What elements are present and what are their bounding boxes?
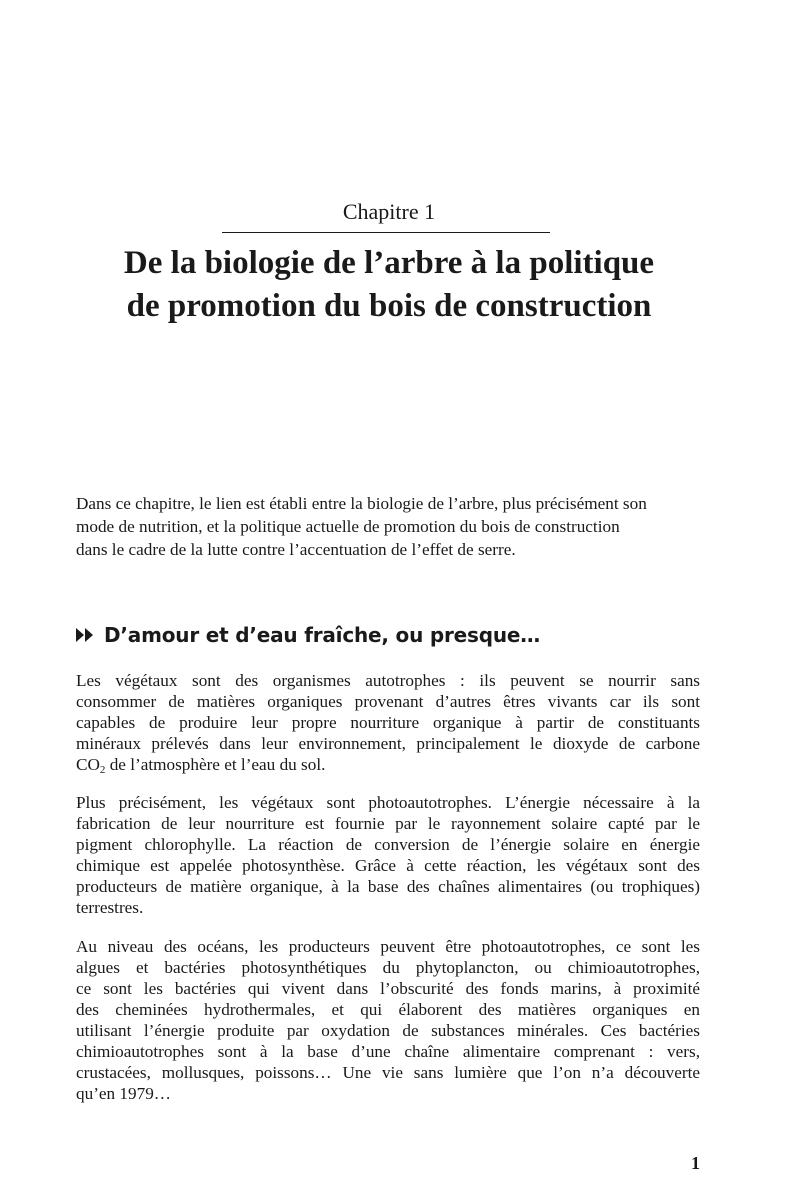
paragraph-line: minéraux prélevés dans leur environnement, principalement le dioxyde de carbone	[76, 734, 700, 753]
paragraph-line: capables de produire leur propre nourriture organique à partir de constituants	[76, 713, 700, 732]
double-triangle-right-icon	[76, 627, 94, 643]
paragraph-line: utilisant l’énergie produite par oxydation de substances minérales. Ces bactéries	[76, 1021, 700, 1040]
paragraph-line: chimique est appelée photosynthèse. Grâce à cette réaction, les végétaux sont des	[76, 856, 700, 875]
paragraph-line: consommer de matières organiques provenant d’autres êtres vivants car ils sont	[76, 692, 700, 711]
formula-rest: de l’atmosphère et l’eau du sol.	[105, 755, 326, 774]
body-paragraph	[76, 792, 700, 918]
paragraph-line: Au niveau des océans, les producteurs peuvent être photoautotrophes, ce sont les	[76, 937, 700, 956]
chapter-intro	[76, 492, 700, 561]
formula-subscript: 2	[99, 764, 106, 776]
chapter-title-line: De la biologie de l’arbre à la politique	[123, 245, 655, 281]
intro-line: Dans ce chapitre, le lien est établi entre la biologie de l’arbre, plus précisément son	[76, 494, 647, 513]
section-heading	[76, 617, 700, 653]
paragraph-line: producteurs de matière organique, à la base des chaînes alimentaires (ou trophiques)	[76, 877, 700, 896]
paragraph-line: pigment chlorophylle. La réaction de conversion de l’énergie solaire en énergie	[76, 835, 700, 854]
chapter-title	[40, 242, 738, 328]
formula-base: CO	[76, 755, 100, 774]
chapter-title-line: de promotion du bois de construction	[126, 288, 652, 324]
paragraph-line: ce sont les bactéries qui vivent dans l’obscurité des fonds marins, à proximité	[76, 979, 700, 998]
intro-line: mode de nutrition, et la politique actuelle de promotion du bois de construction	[76, 517, 620, 536]
section-title: D’amour et d’eau fraîche, ou presque…	[104, 623, 541, 647]
paragraph-line: crustacées, mollusques, poissons… Une vie sans lumière que l’on n’a découverte	[76, 1063, 700, 1082]
paragraph-line: qu’en 1979…	[76, 1084, 171, 1103]
paragraph-line: terrestres.	[76, 898, 144, 917]
co2-formula	[76, 755, 105, 774]
paragraph-line: fabrication de leur nourriture est fournie par le rayonnement solaire capté par le	[76, 814, 700, 833]
body-paragraph	[76, 936, 700, 1104]
chapter-rule	[222, 232, 550, 233]
chapter-label: Chapitre 1	[342, 199, 436, 224]
paragraph-line: chimioautotrophes sont à la base d’une chaîne alimentaire comprenant : vers,	[76, 1042, 700, 1061]
paragraph-line: Plus précisément, les végétaux sont photoautotrophes. L’énergie nécessaire à la	[76, 793, 700, 812]
paragraph-line: algues et bactéries photosynthétiques du phytoplancton, ou chimioautotrophes,	[76, 958, 700, 977]
body-paragraph	[76, 670, 700, 775]
paragraph-line: Les végétaux sont des organismes autotrophes : ils peuvent se nourrir sans	[76, 671, 700, 690]
page-number: 1	[691, 1153, 700, 1173]
paragraph-line: des cheminées hydrothermales, et qui élaborent des matières organiques en	[76, 1000, 700, 1019]
paragraph-line	[76, 754, 700, 775]
intro-line: dans le cadre de la lutte contre l’accentuation de l’effet de serre.	[76, 540, 516, 559]
